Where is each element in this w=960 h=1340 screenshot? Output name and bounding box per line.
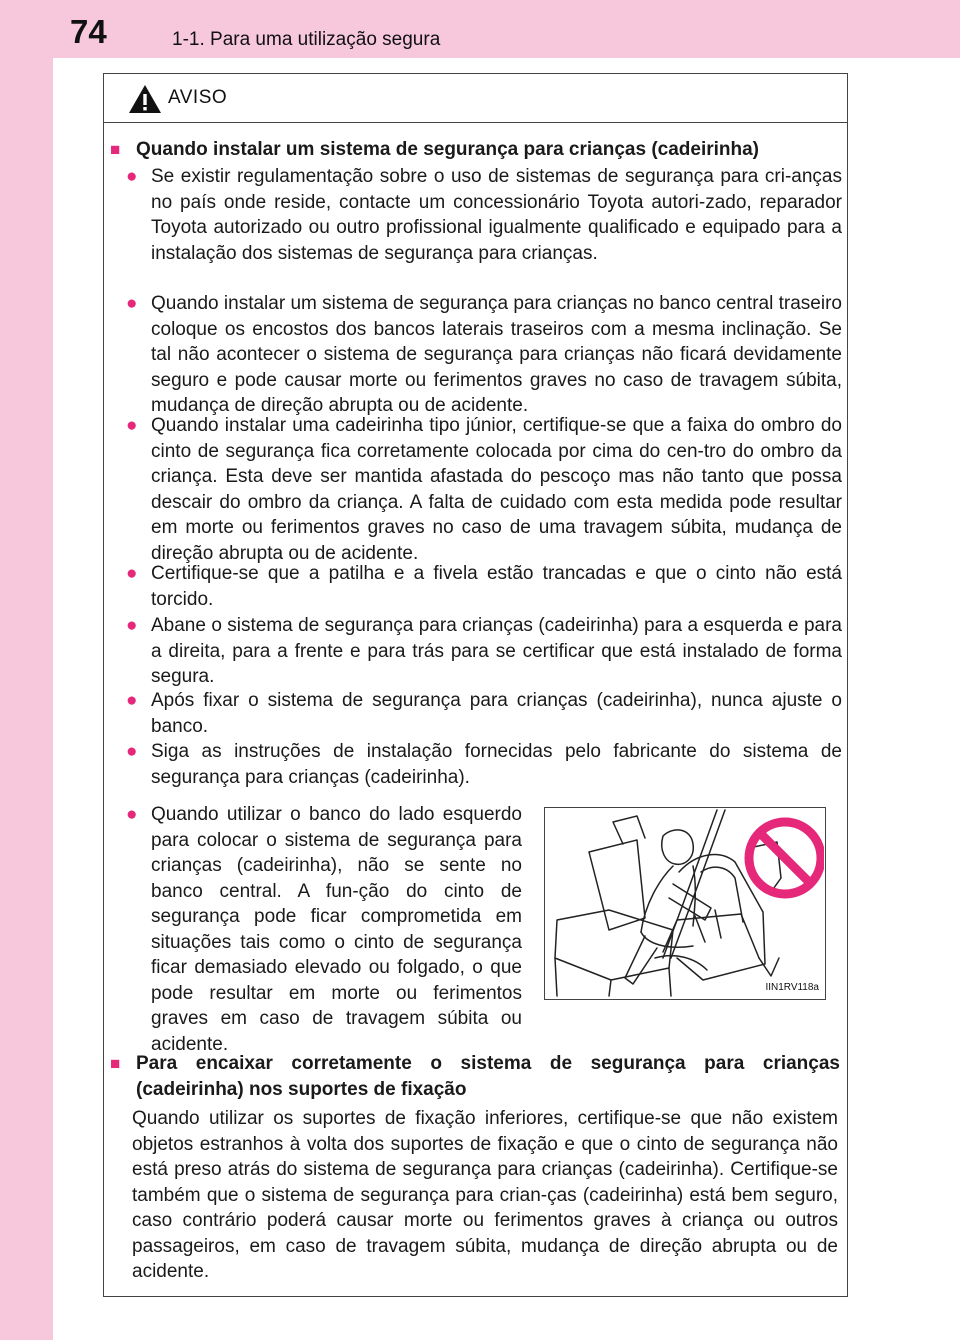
warning-box: [103, 73, 848, 1297]
dot-bullet-icon: ●: [126, 415, 138, 436]
dot-bullet-icon: ●: [126, 804, 138, 825]
anchors-paragraph: Quando utilizar os suportes de fixação inferiores, certifique-se que não existem objetos estranhos à volta dos suportes de fixação e que o cinto de segurança não está preso atrás do sistema de segurança para crianças (cadeirinha). Certifique-se também que o sistema de segurança para crian-ças (cadeirinha) está bem seguro, caso contrário poderá causar morte ou ferimentos graves à criança ou outros passageiros, em caso de travagem súbita, mudança de direção abrupta ou de acidente.: [132, 1108, 838, 1282]
prohibition-icon: [749, 822, 821, 894]
dot-bullet-icon: ●: [126, 293, 138, 314]
list-item-text: Quando utilizar o banco do lado esquerdo para colocar o sistema de segurança para crianças (cadeirinha), não se sente no banco central. A fun-ção do cinto de segurança pode ficar comprometida em situações tais como o cinto de segurança ficar demasiado elevado ou folgado, o que pode resultar em morte ou ferimentos graves em caso de travagem súbita ou acidente.: [151, 804, 522, 1055]
section-heading-text: Quando instalar um sistema de segurança para crianças (cadeirinha): [136, 139, 760, 160]
section-heading-install: [110, 137, 840, 163]
list-item: [126, 291, 842, 419]
list-item: [126, 164, 842, 266]
list-item: [126, 688, 842, 739]
list-item: [126, 613, 842, 690]
child-seat-drawing: [545, 808, 824, 998]
dot-bullet-icon: ●: [126, 563, 138, 584]
list-item-text: Siga as instruções de instalação fornecidas pelo fabricante do sistema de segurança para crianças (cadeirinha).: [151, 741, 842, 788]
dot-bullet-icon: ●: [126, 166, 138, 187]
list-item: [126, 413, 842, 566]
section-heading-text: Para encaixar corretamente o sistema de segurança para crianças (cadeirinha) nos suportes de fixação: [136, 1053, 840, 1100]
square-marker-icon: ■: [110, 1054, 121, 1073]
section-title: 1-1. Para uma utilização segura: [172, 29, 441, 50]
page-number: 74: [70, 13, 107, 50]
list-item-text: Quando instalar uma cadeirinha tipo júnior, certifique-se que a faixa do ombro do cinto de segurança fica corretamente colocada por cima do cen-tro do ombro da criança. Esta deve ser mantida afastada do pescoço mas não tanto que possa descair do ombro da criança. A falta de cuidado com esta medida pode resultar em morte ou ferimentos graves no caso de uma travagem súbita, mudança de direção abrupta ou de acidente.: [151, 415, 842, 564]
list-item-text: Quando instalar um sistema de segurança para crianças no banco central traseiro coloque os encostos dos bancos laterais traseiros com a mesma inclinação. Se tal não acontecer o sistema de segurança para crianças não ficará devidamente seguro e pode causar morte ou ferimentos graves no caso de travagem súbita, mudança de direção abrupta ou de acidente.: [151, 293, 842, 416]
list-item: [126, 802, 522, 1057]
page-edge-band: [0, 0, 53, 1340]
list-item: [126, 561, 842, 612]
figure-code: IIN1RV118a: [765, 982, 819, 993]
child-seat-illustration: [544, 807, 826, 1000]
list-item-text: Se existir regulamentação sobre o uso de sistemas de segurança para cri-anças no país onde reside, contacte um concessionário Toyota autori-zado, reparador Toyota autorizado ou outro profissional igualmente qualificado e equipado para a instalação dos sistemas de segurança para crianças.: [151, 166, 842, 264]
dot-bullet-icon: ●: [126, 615, 138, 636]
list-item-text: Certifique-se que a patilha e a fivela estão trancadas e que o cinto não está torcido.: [151, 563, 842, 610]
warning-triangle-icon: [128, 84, 162, 114]
list-item-text: Após fixar o sistema de segurança para crianças (cadeirinha), nunca ajuste o banco.: [151, 690, 842, 737]
square-marker-icon: ■: [110, 140, 121, 159]
section-heading-anchors: [110, 1051, 840, 1102]
list-item: [126, 739, 842, 790]
dot-bullet-icon: ●: [126, 690, 138, 711]
list-item-text: Abane o sistema de segurança para crianças (cadeirinha) para a esquerda e para a direita, para a frente e para trás para se certificar que está instalado de forma segura.: [151, 615, 842, 687]
warning-label: AVISO: [168, 87, 228, 108]
dot-bullet-icon: ●: [126, 741, 138, 762]
warning-header: [104, 74, 847, 123]
